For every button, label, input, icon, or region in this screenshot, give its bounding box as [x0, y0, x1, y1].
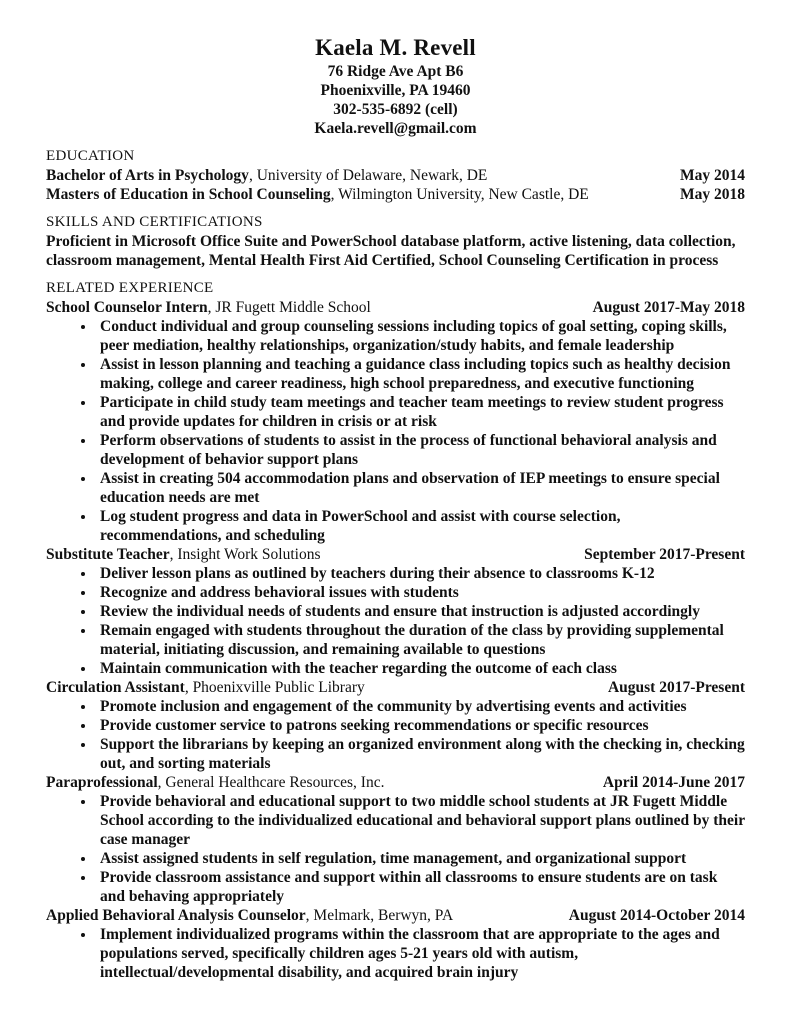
job-bullet: • Assist in creating 504 accommodation plans and observation of IEP meetings to ensure special education needs are met [96, 469, 745, 507]
job-date: August 2017-Present [607, 679, 745, 696]
job-title-line [46, 906, 453, 925]
job-bullet: • Promote inclusion and engagement of the community by advertising events and activities [96, 697, 745, 716]
job-bullet: • Deliver lesson plans as outlined by teachers during their absence to classrooms K-12 [96, 564, 745, 583]
job-org: , Insight Work Solutions [169, 546, 321, 563]
job-date: August 2014-October 2014 [568, 907, 745, 924]
job-bullet: • Remain engaged with students throughout the duration of the class by providing supplemental material, initiating discussion, and remaining available to questions [96, 621, 745, 659]
job-bullet: • Perform observations of students to assist in the process of functional behavioral analysis and development of behavior support plans [96, 431, 745, 469]
job-title: School Counselor Intern [46, 299, 208, 316]
job-bullet: • Implement individualized programs within the classroom that are appropriate to the ages and populations served, specifically children ages 5-21 years old with autism, intellectual/developmental disability, and acquired brain injury [96, 925, 745, 982]
job-date: April 2014-June 2017 [602, 774, 745, 791]
institution-name: , Wilmington University, New Castle, DE [330, 186, 589, 203]
job-bullet: • Conduct individual and group counseling sessions including topics of goal setting, coping skills, peer mediation, healthy relationships, organization/study habits, and female leadership [96, 317, 745, 355]
experience-heading: RELATED EXPERIENCE [46, 280, 214, 296]
job-bullet-list [46, 925, 745, 982]
email-address: Kaela.revell@gmail.com [314, 120, 477, 137]
job-header [46, 298, 745, 317]
education-entry-text [46, 166, 487, 185]
job-title: Paraprofessional [46, 774, 158, 791]
job-bullet-list [46, 317, 745, 545]
job-org: , Phoenixville Public Library [184, 679, 365, 696]
job-bullet: • Provide behavioral and educational support to two middle school students at JR Fugett Middle School according to the individualized educational and behavioral support plans outlined by their case manager [96, 792, 745, 849]
education-entry-text [46, 185, 589, 204]
job-header [46, 773, 745, 792]
education-date: May 2014 [679, 167, 745, 184]
job-header [46, 545, 745, 564]
job-bullet: • Log student progress and data in PowerSchool and assist with course selection, recommendations, and scheduling [96, 507, 745, 545]
job-bullet: • Provide customer service to patrons seeking recommendations or specific resources [96, 716, 745, 735]
job-bullet: • Support the librarians by keeping an organized environment along with the checking in, checking out, and sorting materials [96, 735, 745, 773]
address-line-1: 76 Ridge Ave Apt B6 [327, 63, 464, 80]
skills-heading: SKILLS AND CERTIFICATIONS [46, 214, 263, 230]
resume-header [46, 34, 745, 138]
job-header [46, 906, 745, 925]
person-name: Kaela M. Revell [315, 35, 476, 60]
job-bullet: • Assist in lesson planning and teaching a guidance class including topics such as healthy decision making, college and career readiness, high school preparedness, and executive functioning [96, 355, 745, 393]
job-title-line [46, 773, 384, 792]
job-bullet: • Provide classroom assistance and support within all classrooms to ensure students are on task and behaving appropriately [96, 868, 745, 906]
job-bullet: • Review the individual needs of students and ensure that instruction is adjusted accordingly [96, 602, 745, 621]
education-entry [46, 185, 745, 204]
job-title-line [46, 678, 365, 697]
job-bullet: • Participate in child study team meetings and teacher team meetings to review student progress and provide updates for children in crisis or at risk [96, 393, 745, 431]
job-org: , General Healthcare Resources, Inc. [157, 774, 385, 791]
job-bullet: • Assist assigned students in self regulation, time management, and organizational support [96, 849, 745, 868]
job-title: Substitute Teacher [46, 546, 170, 563]
job-org: , Melmark, Berwyn, PA [305, 907, 454, 924]
job-header [46, 678, 745, 697]
job-bullet-list [46, 697, 745, 773]
job-title-line [46, 298, 371, 317]
job-bullet: • Recognize and address behavioral issues with students [96, 583, 745, 602]
job-title: Applied Behavioral Analysis Counselor [46, 907, 306, 924]
address-line-2: Phoenixville, PA 19460 [320, 82, 471, 99]
job-date: September 2017-Present [584, 546, 745, 563]
job-title: Circulation Assistant [46, 679, 185, 696]
job-org: , JR Fugett Middle School [207, 299, 371, 316]
skills-text: Proficient in Microsoft Office Suite and PowerSchool database platform, active listening, data collection, classroom management, Mental Health First Aid Certified, School Counseling Certification in process [46, 233, 736, 269]
education-date: May 2018 [679, 186, 745, 203]
degree-name: Bachelor of Arts in Psychology [46, 167, 249, 184]
education-entry [46, 166, 745, 185]
job-bullet: • Maintain communication with the teacher regarding the outcome of each class [96, 659, 745, 678]
job-title-line [46, 545, 321, 564]
job-bullet-list [46, 564, 745, 678]
job-date: August 2017-May 2018 [592, 299, 745, 316]
institution-name: , University of Delaware, Newark, DE [248, 167, 488, 184]
job-bullet-list [46, 792, 745, 906]
education-heading: EDUCATION [46, 148, 135, 164]
phone-number: 302-535-6892 (cell) [333, 101, 458, 118]
degree-name: Masters of Education in School Counseling [46, 186, 331, 203]
